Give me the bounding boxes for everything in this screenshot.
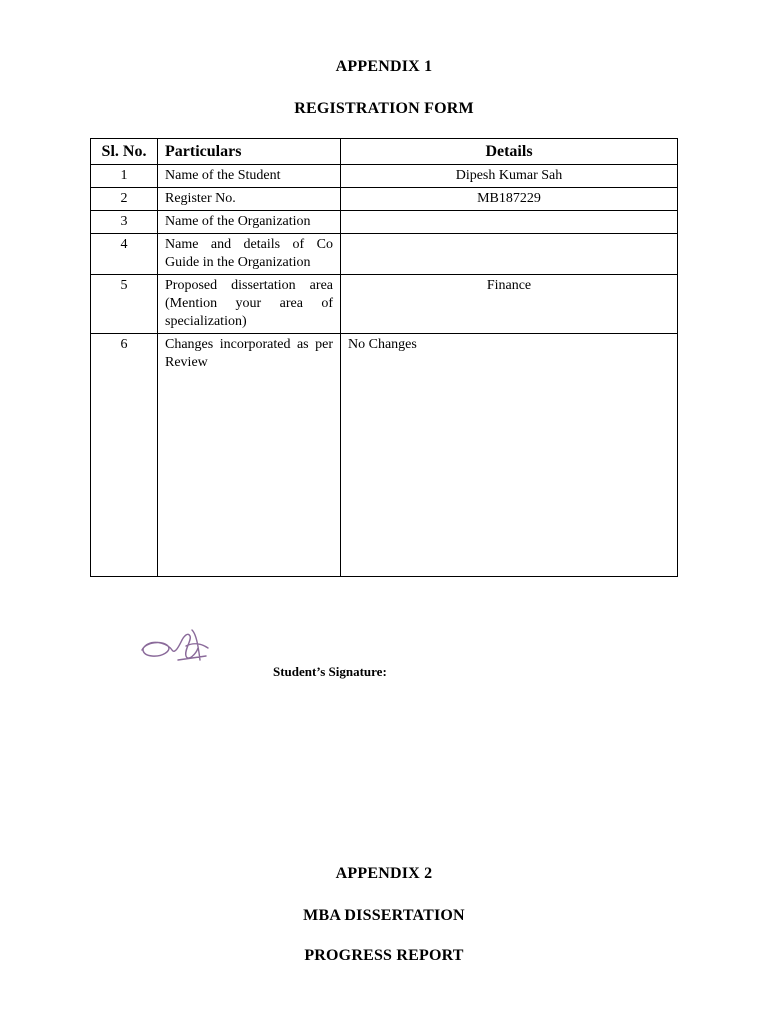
cell-detail bbox=[341, 234, 678, 275]
cell-sl-no: 4 bbox=[91, 234, 158, 275]
cell-particular: Register No. bbox=[158, 188, 341, 211]
appendix-1-title: APPENDIX 1 bbox=[335, 58, 433, 75]
cell-sl-no: 3 bbox=[91, 211, 158, 234]
progress-report-title: PROGRESS REPORT bbox=[304, 947, 464, 964]
cell-sl-no: 6 bbox=[91, 334, 158, 577]
cell-particular: Name and details of Co Guide in the Organization bbox=[158, 234, 341, 275]
table-row bbox=[91, 165, 678, 188]
cell-sl-no: 1 bbox=[91, 165, 158, 188]
header-particulars: Particulars bbox=[158, 139, 341, 165]
cell-detail: MB187229 bbox=[341, 188, 678, 211]
cell-particular: Name of the Student bbox=[158, 165, 341, 188]
table-row bbox=[91, 188, 678, 211]
cell-sl-no: 2 bbox=[91, 188, 158, 211]
table-row bbox=[91, 334, 678, 577]
table-row bbox=[91, 211, 678, 234]
cell-detail: Dipesh Kumar Sah bbox=[341, 165, 678, 188]
student-signature bbox=[138, 624, 212, 674]
cell-particular: Name of the Organization bbox=[158, 211, 341, 234]
appendix-2-title: APPENDIX 2 bbox=[335, 865, 433, 882]
cell-detail: Finance bbox=[341, 275, 678, 334]
cell-sl-no: 5 bbox=[91, 275, 158, 334]
cell-detail: No Changes bbox=[341, 334, 678, 577]
cell-detail bbox=[341, 211, 678, 234]
student-signature-label: Student’s Signature: bbox=[273, 664, 387, 679]
mba-dissertation-title: MBA DISSERTATION bbox=[303, 907, 465, 924]
registration-form-title: REGISTRATION FORM bbox=[294, 100, 474, 117]
header-details: Details bbox=[341, 139, 678, 165]
cell-particular: Changes incorporated as per Review bbox=[158, 334, 341, 577]
table-row bbox=[91, 275, 678, 334]
registration-table bbox=[90, 138, 678, 577]
header-sl-no: Sl. No. bbox=[91, 139, 158, 165]
table-header-row bbox=[91, 139, 678, 165]
table-row bbox=[91, 234, 678, 275]
cell-particular: Proposed dissertation area (Mention your area of specialization) bbox=[158, 275, 341, 334]
